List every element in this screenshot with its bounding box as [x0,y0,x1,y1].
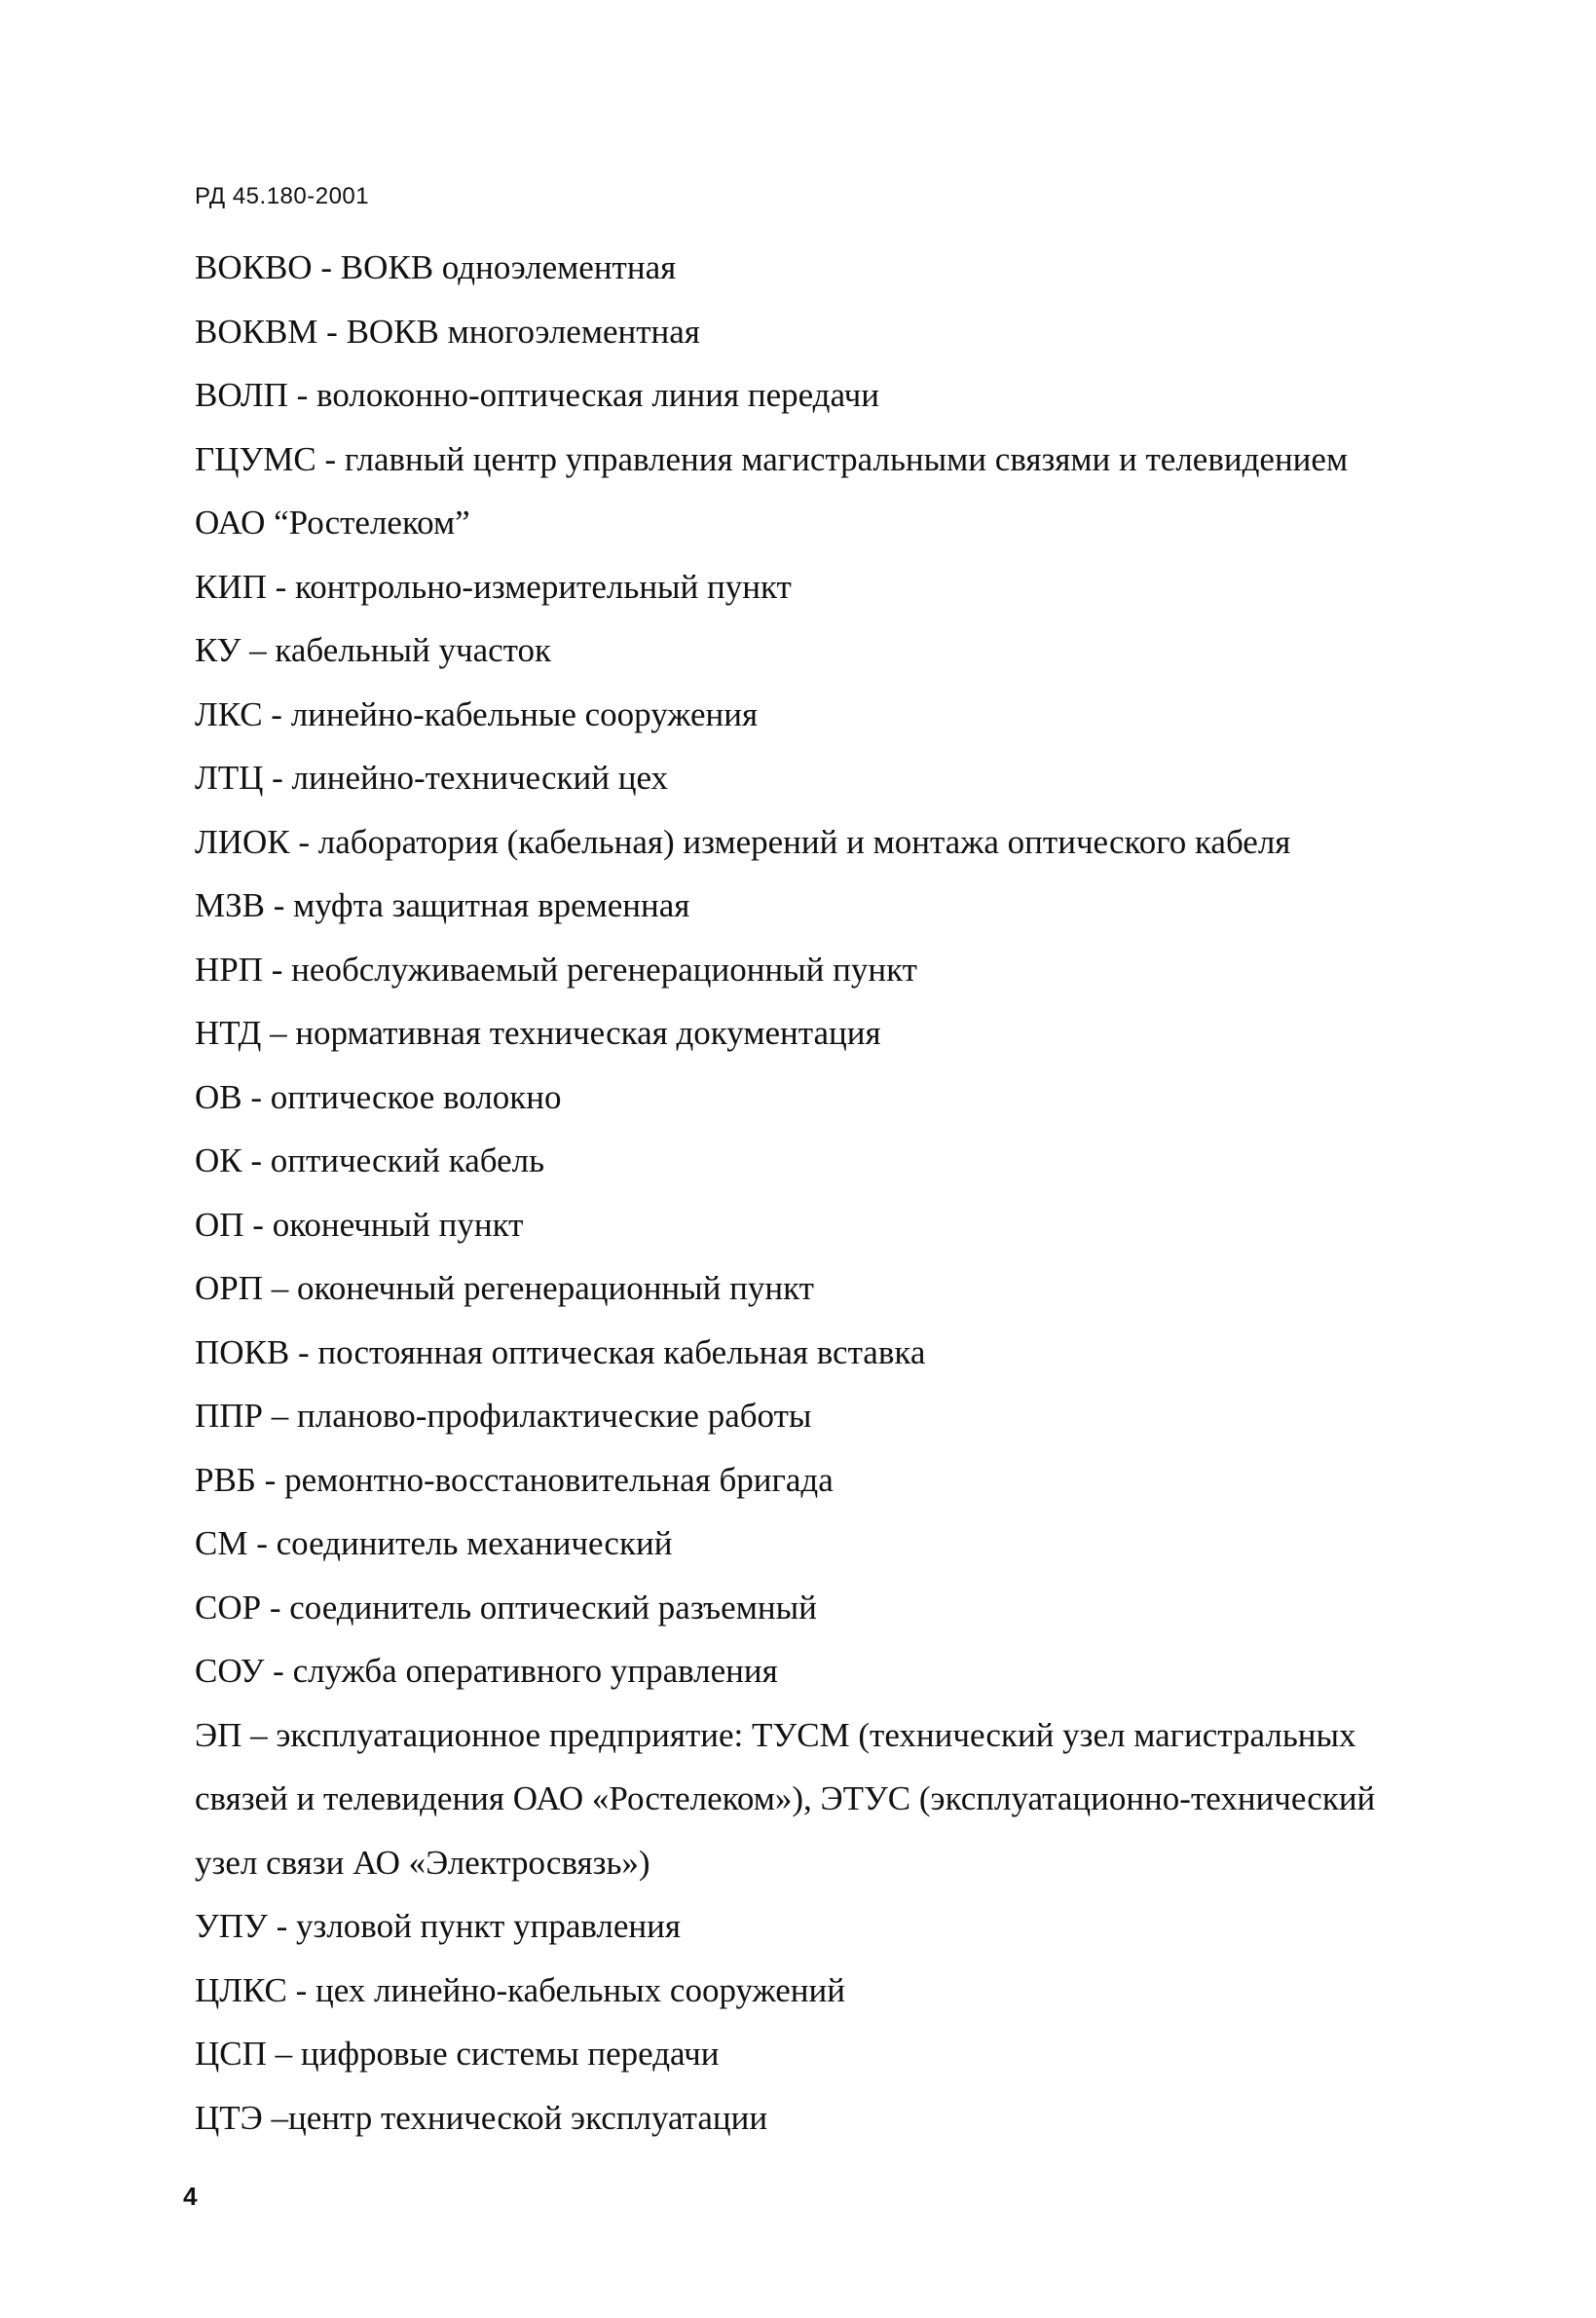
abbreviation-item: НТД – нормативная техническая документация [195,1014,881,1052]
abbreviation-item: ПОКВ - постоянная оптическая кабельная вставка [195,1332,926,1371]
abbreviation-item: ЛКС - линейно-кабельные сооружения [195,694,759,733]
abbreviation-item: ЛТЦ - линейно-технический цех [195,759,669,797]
abbreviation-item: ЦЛКС - цех линейно-кабельных сооружений [195,1970,845,2009]
abbreviation-item: ЦСП – цифровые системы передачи [195,2035,720,2073]
abbreviation-item: ГЦУМС - главный центр управления магистральными связями и телевидением [195,439,1349,478]
abbreviation-item: ЭП – эксплуатационное предприятие: ТУСМ (технический узел магистральных связей и телевидения ОАО «Ростелеком»), ЭТУС (эксплуатационно-технический узел связи АО «Электросвязь») [195,1715,1376,1882]
abbreviation-item: ППР – планово-профилактические работы [195,1397,812,1435]
abbreviation-item: СОР - соединитель оптический разъемный [195,1588,817,1626]
page-number: 4 [183,2182,198,2211]
abbreviation-item: СОУ - служба оперативного управления [195,1652,778,1690]
abbreviation-item: ЛИОК - лаборатория (кабельная) измерений и монтажа оптического кабеля [195,822,1291,861]
abbreviation-item: КУ – кабельный участок [195,631,551,669]
abbreviation-item: ОРП – оконечный регенерационный пункт [195,1269,814,1307]
abbreviation-item: РВБ - ремонтно-восстановительная бригада [195,1460,834,1499]
document-code: РД 45.180-2001 [195,183,370,209]
abbreviation-item: ОК - оптический кабель [195,1141,545,1179]
abbreviation-item: КИП - контрольно-измерительный пункт [195,567,792,606]
abbreviation-item: ВОЛП - волоконно-оптическая линия передачи [195,376,879,414]
abbreviation-item: ВОКВО - ВОКВ одноэлементная [195,248,677,286]
abbreviation-item: ОВ - оптическое волокно [195,1077,562,1116]
abbreviation-item: ЦТЭ –центр технической эксплуатации [195,2098,768,2137]
abbreviation-item: ВОКВМ - ВОКВ многоэлементная [195,312,700,351]
abbreviation-item: УПУ - узловой пункт управления [195,1907,681,1945]
abbreviation-item: МЗВ - муфта защитная временная [195,886,690,924]
abbreviation-item: ОП - оконечный пункт [195,1205,524,1244]
abbreviation-item: СМ - соединитель механический [195,1524,673,1562]
abbreviation-list [195,236,1422,2150]
abbreviation-item-continuation: ОАО “Ростелеком” [195,504,470,542]
abbreviation-item: НРП - необслуживаемый регенерационный пункт [195,950,917,989]
